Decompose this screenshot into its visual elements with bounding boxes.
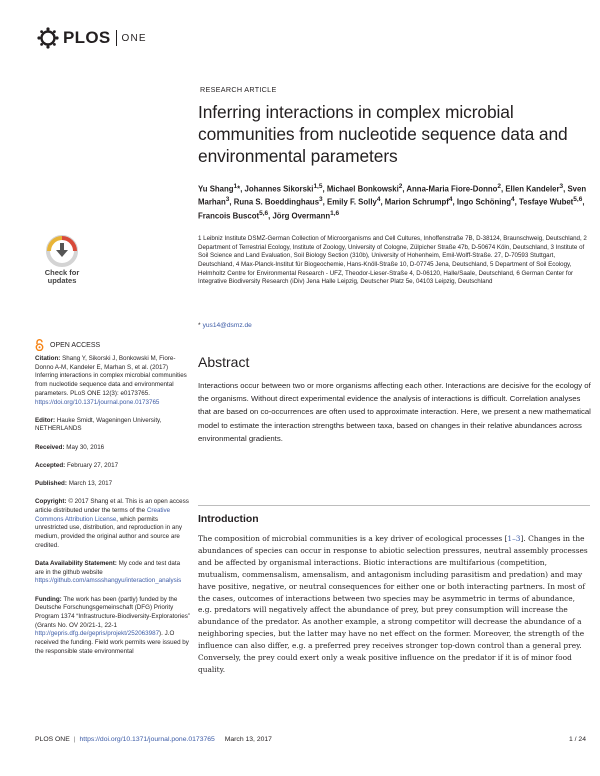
accepted-date: February 27, 2017 [66,461,119,469]
copyright-text-cont: , which permits unrestricted use, distribution, and reproduction in any medium, provided the original author and source are credited. [35,515,182,549]
page-number: 1 / 24 [568,736,586,743]
received-label: Received: [35,443,65,451]
data-availability-text: My code and test data are in the github website [35,559,181,576]
copyright-label: Copyright: [35,498,67,506]
logo-divider [116,30,117,46]
introduction-heading: Introduction [198,514,259,525]
corresponding-email[interactable] [198,322,252,329]
funding-label: Funding: [35,595,62,603]
editor [35,417,190,434]
gepris-link[interactable]: http://gepris.dfg.de/gepris/projekt/252063987 [35,630,160,638]
editor-text: Hauke Smidt, Wageningen University, NETHERLANDS [35,416,162,433]
accepted-label: Accepted: [35,461,66,469]
reference-link[interactable]: 1–3 [507,534,521,543]
copyright-text: © 2017 Shang et al. This is an open access article distributed under the terms of the [35,498,189,514]
citation-doi-link[interactable]: https://doi.org/10.1371/journal.pone.0173765 [35,398,160,406]
logo-journal: ONE [121,32,147,44]
open-access-badge [35,339,100,351]
check-updates-line2: updates [47,276,77,286]
article-metadata-sidebar [35,355,190,666]
funding [35,596,190,657]
intro-text-a: The composition of microbial communities is a key driver of ecological processes [ [198,534,508,543]
check-updates-line1: Check for [44,268,80,277]
published-label: Published: [35,480,67,488]
github-link[interactable]: https://github.com/amssshangyu/interaction_analysis [35,577,182,585]
email-star: * [198,322,201,329]
affiliations: 1 Leibniz Institute DSMZ-German Collection of Microorganisms and Cell Cultures, Inhoffenstraße 7B, D-38124, Braunschweig, Deutschland, 2 Department of Terrestrial Ecology, Institute of Zoology, University of Cologne, Zülpicher Straße 47b, D-50674 Köln, Deutschland, 3 Institute of Soil Science and Land Evaluation, Soil Biology Section (310b), University of Hohenheim, Emil-Wolff-Straße. 27, D-70593 Stuttgart, Deutschland, 4 Max-Planck-Institut für Biogeochemie, Hans-Knöll-Straße 10, D-07745 Jena, Deutschland, 5 Department of Soil Ecology, Helmholtz Centre for Environmental Research - UFZ, Theodor-Lieser-Straße 4, D-06120, Halle/Saale, Deutschland, 6 German Center for Integrative Biodiversity Research (iDiv) Jena Halle Leipzig, Deutscher Platz 5e, 04103 Leipzig, Deutschland [198,235,587,286]
article-type: RESEARCH ARTICLE [200,85,277,94]
open-access-label: OPEN ACCESS [50,341,101,349]
data-availability-label: Data Availability Statement: [35,559,117,567]
funding-text-cont: ). J.O received the funding. Field work permits were issued by the responsible state environmental [35,630,189,655]
check-for-updates-badge[interactable] [35,235,89,290]
footer-separator [219,736,221,743]
page-footer [35,736,586,743]
plos-one-logo [36,25,147,51]
funding-text: The work has been (partly) funded by the Deutsche Forschungsgemeinschaft (DFG) Priority Program 1374 “Infrastructure-Biodiversity-Exploratories” (Grants No. OV 20/21-1, 22-1 [35,595,190,629]
section-divider [198,505,590,506]
check-for-updates-icon [35,235,89,269]
article-title: Inferring interactions in complex microbial communities from nucleotide sequence data and environmental parameters [198,102,568,166]
footer-citation [35,736,272,743]
abstract-text: Interactions occur between two or more organisms affecting each other. Interactions are decisive for the ecology of the organisms. Without direct experimental evidence the analysis of interactions is difficult. Correlation analyses that are based on co-occurrences are often used to approximate interaction. Here, we present a new mathematical model to estimate the interaction strengths between taxa, based on changes in their relative abundances across environmental gradients. [198,381,591,443]
accepted [35,462,190,471]
logo-text: PLOS [63,28,111,47]
check-for-updates-label [35,269,89,286]
citation-label: Citation: [35,355,61,362]
open-lock-icon [35,339,44,351]
data-availability [35,560,190,586]
footer-separator: | [73,736,76,743]
footer-journal: PLOS ONE [35,736,70,743]
citation-text: Shang Y, Sikorski J, Bonkowski M, Fiore-Donno A-M, Kandeler E, Marhan S, et al. (2017) Inferring interactions in complex microbial communities from nucleotide sequence data and environmental parameters. PLoS ONE 12(3): e0173765. [35,355,187,397]
introduction-text [198,533,591,676]
editor-label: Editor: [35,416,56,424]
received-date: May 30, 2016 [66,443,105,451]
license-link[interactable]: Creative Commons Attribution License [35,506,171,523]
published [35,480,190,489]
copyright [35,498,190,550]
abstract-heading: Abstract [198,354,250,370]
citation [35,355,190,407]
email-link[interactable]: yus14@dsmz.de [202,322,252,329]
published-date: March 13, 2017 [68,480,113,488]
footer-doi-link[interactable]: https://doi.org/10.1371/journal.pone.0173765 [79,736,215,743]
intro-text-b: ]. Changes in the abundances of species can occur in response to abiotic selection pressures, neutral assembly processes and be affected by organismal interactions. Biotic interactions are multifarious (competition, mutualism, commensalism, amensalism, and antagonism including parasitism and predation) and may have positive, negative, or neutral consequences for either one or both interacting partners. In most of the cases, outcomes of interactions between two species may be asymmetric in terms of abundance, e.g. predators will negatively affect the abundance of prey, but prey consumption will increase the abundance of the predator. As another example, a strong competitor will decrease the abundance of a neighboring species, but the latter may have no net effect on the former. Moreover, the strength of the influence can also differ, e.g. a preferred prey receives stronger top-down control than a general prey. Conversely, the prey could exert only a weak positive influence on the predator if it is of minor food quality. [198,534,588,674]
footer-date: March 13, 2017 [224,736,272,743]
author-list: Yu Shang$^1$*, Johannes Sikorski$^{1,5}$, Michael Bonkowski$^2$, Anna-Maria Fiore-Donno$^2$, Ellen Kandeler$^3$, Sven Marhan$^3$, Runa S. Boeddinghaus$^3$, Emily F. Solly$^4$, Marion Schrumpf$^4$, Ingo Schöning$^4$, Tesfaye Wubet$^{5,6}$, Francois Buscot$^{5,6}$, Jörg Overmann$^{1,6}$ [198,183,587,221]
plos-logo-icon [36,26,60,50]
received [35,444,190,453]
